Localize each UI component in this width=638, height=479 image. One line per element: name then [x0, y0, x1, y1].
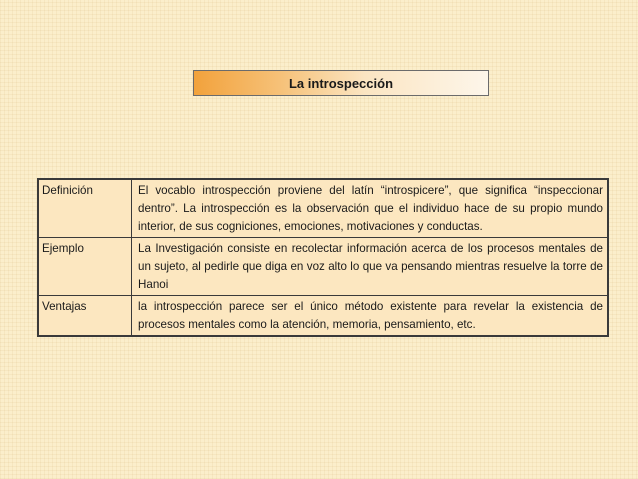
slide-title: La introspección	[288, 75, 394, 91]
row-description-definicion: El vocablo introspección proviene del latín “introspicere”, que significa “inspeccionar dentro”. La introspección es la observación que el individuo hace de su propio mundo interior, de sus cogniciones, emociones, motivaciones y conductas.	[132, 179, 609, 238]
row-term-ejemplo: Ejemplo	[38, 238, 132, 296]
title-box	[193, 70, 489, 96]
table-row	[38, 179, 608, 238]
content-table	[37, 178, 609, 337]
table-row	[38, 296, 608, 337]
table-row	[38, 238, 608, 296]
row-term-definicion: Definición	[38, 179, 132, 238]
row-term-ventajas: Ventajas	[38, 296, 132, 337]
row-description-ejemplo: La Investigación consiste en recolectar información acerca de los procesos mentales de un sujeto, al pedirle que diga en voz alto lo que va pensando mientras resuelve la torre de Hanoi	[132, 238, 609, 296]
row-description-ventajas: la introspección parece ser el único método existente para revelar la existencia de procesos mentales como la atención, memoria, pensamiento, etc.	[132, 296, 609, 337]
